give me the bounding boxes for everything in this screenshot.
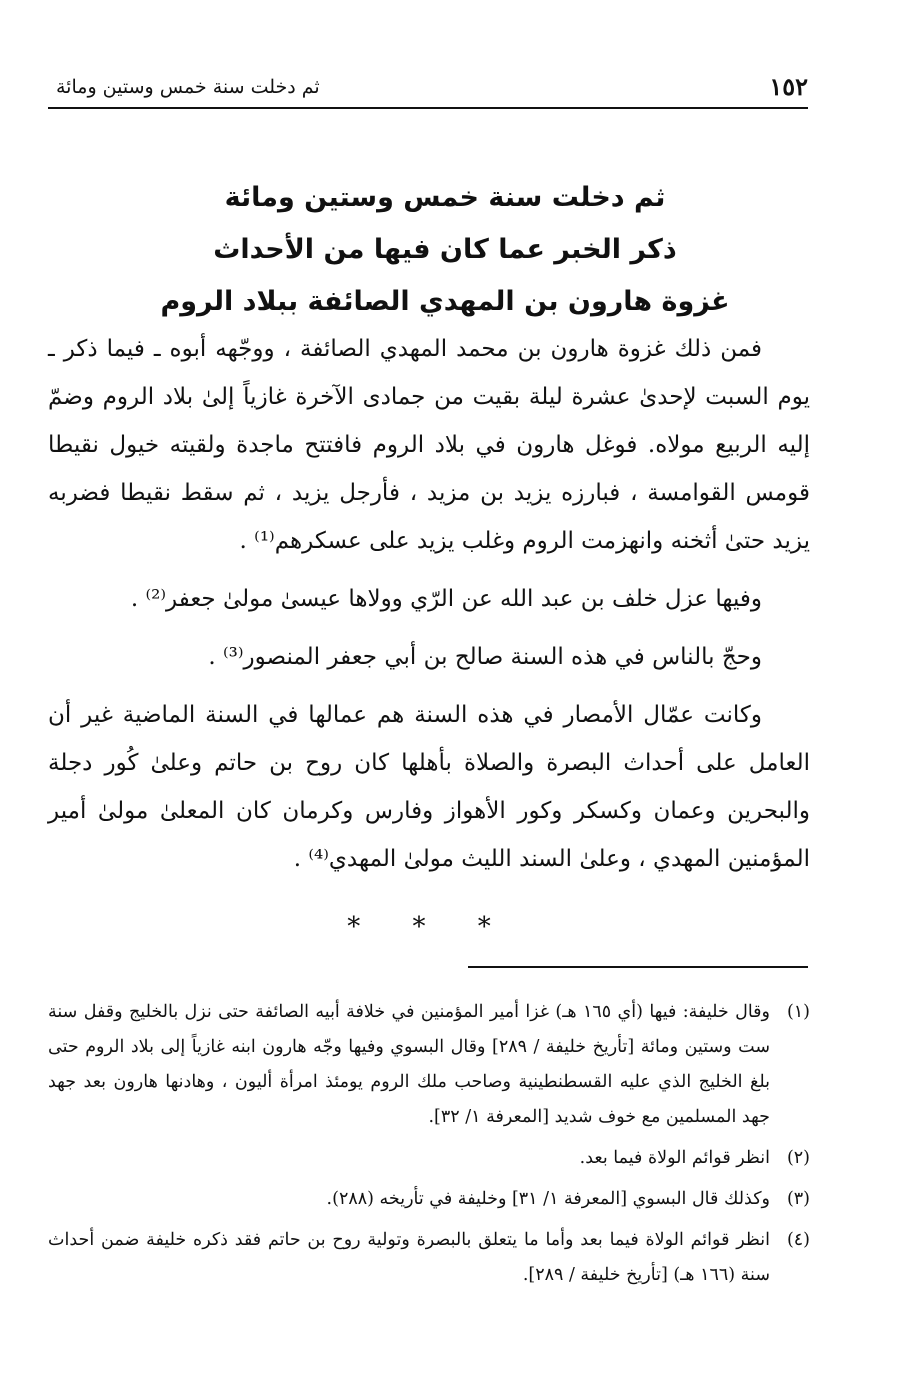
paragraph: وكانت عمّال الأمصار في هذه السنة هم عمالها في السنة الماضية غير أن العامل على أحداث البصرة والصلاة بأهلها كان روح بن حاتم وعلىٰ كُور دجلة والبحرين وعمان وكسكر وكور الأهواز وفارس وكرمان كان المعلىٰ مولىٰ أمير المؤمنين المهدي ، وعلىٰ السند الليث مولىٰ المهدي⁽⁴⁾ . <box>48 702 810 872</box>
footnotes <box>48 995 810 1299</box>
chapter-headings <box>60 172 830 328</box>
footnote-item <box>48 1223 810 1293</box>
footnote-number: (١) <box>786 1002 810 1022</box>
running-header <box>48 72 808 106</box>
footnote-item <box>48 1141 810 1176</box>
main-text <box>48 325 810 883</box>
page-number: ١٥٢ <box>769 72 808 101</box>
footnote-text: وكذلك قال البسوي [المعرفة ١/ ٣١] وخليفة في تأريخه (٢٨٨). <box>326 1189 770 1209</box>
header-rule <box>48 107 808 109</box>
paragraph: وحجّ بالناس في هذه السنة صالح بن أبي جعفر المنصور⁽³⁾ . <box>208 644 762 670</box>
footnote-text: وقال خليفة: فيها (أي ١٦٥ هـ) غزا أمير المؤمنين في خلافة أبيه الصائفة حتى نزل بالخليج وقفل سنة ست وستين ومائة [تأريخ خليفة / ٢٨٩] وقال البسوي وفيها وجّه هارون ابنه غازياً إلى بلاد الروم حتى بلغ الخليج الذي عليه القسطنطينية وصاحب ملك الروم يومئذ امرأة أليون ، وهادنها هارون بعد جهد جهد المسلمين مع خوف شديد [المعرفة ١/ ٣٢]. <box>48 1002 770 1127</box>
footnote-text: انظر قوائم الولاة فيما بعد وأما ما يتعلق بالبصرة وتولية روح بن حاتم فقد ذكره خليفة ضمن أحداث سنة (١٦٦ هـ) [تأريخ خليفة / ٢٨٩]. <box>48 1230 770 1285</box>
section-separator: * * * <box>347 912 513 942</box>
paragraph: وفيها عزل خلف بن عبد الله عن الرّي وولاها عيسىٰ مولىٰ جعفر⁽²⁾ . <box>130 586 762 612</box>
chapter-title: ثم دخلت سنة خمس وستين ومائة <box>224 182 666 213</box>
footnote-item <box>48 995 810 1135</box>
footnote-number: (٤) <box>786 1230 810 1250</box>
section-title: ذكر الخبر عما كان فيها من الأحداث <box>213 234 677 265</box>
paragraph: فمن ذلك غزوة هارون بن محمد المهدي الصائفة ، ووجّهه أبوه ـ فيما ذكر ـ يوم السبت لإحدىٰ عشرة ليلة بقيت من جمادى الآخرة غازياً إلىٰ بلاد الروم وضمّ إليه الربيع مولاه. فوغل هارون في بلاد الروم فافتتح ماجدة ولقيته خيول نقيطا قومس القوامسة ، فبارزه يزيد بن مزيد ، فأرجل يزيد ، ثم سقط نقيطا فضربه يزيد حتىٰ أثخنه وانهزمت الروم وغلب يزيد على عسكرهم⁽¹⁾ . <box>48 336 810 554</box>
footnote-item <box>48 1182 810 1217</box>
footnote-text: انظر قوائم الولاة فيما بعد. <box>579 1148 770 1168</box>
footnote-rule <box>468 966 808 968</box>
footnote-number: (٣) <box>786 1189 810 1209</box>
subsection-title: غزوة هارون بن المهدي الصائفة ببلاد الروم <box>160 286 730 317</box>
footnote-number: (٢) <box>786 1148 810 1168</box>
running-title: ثم دخلت سنة خمس وستين ومائة <box>56 76 320 98</box>
